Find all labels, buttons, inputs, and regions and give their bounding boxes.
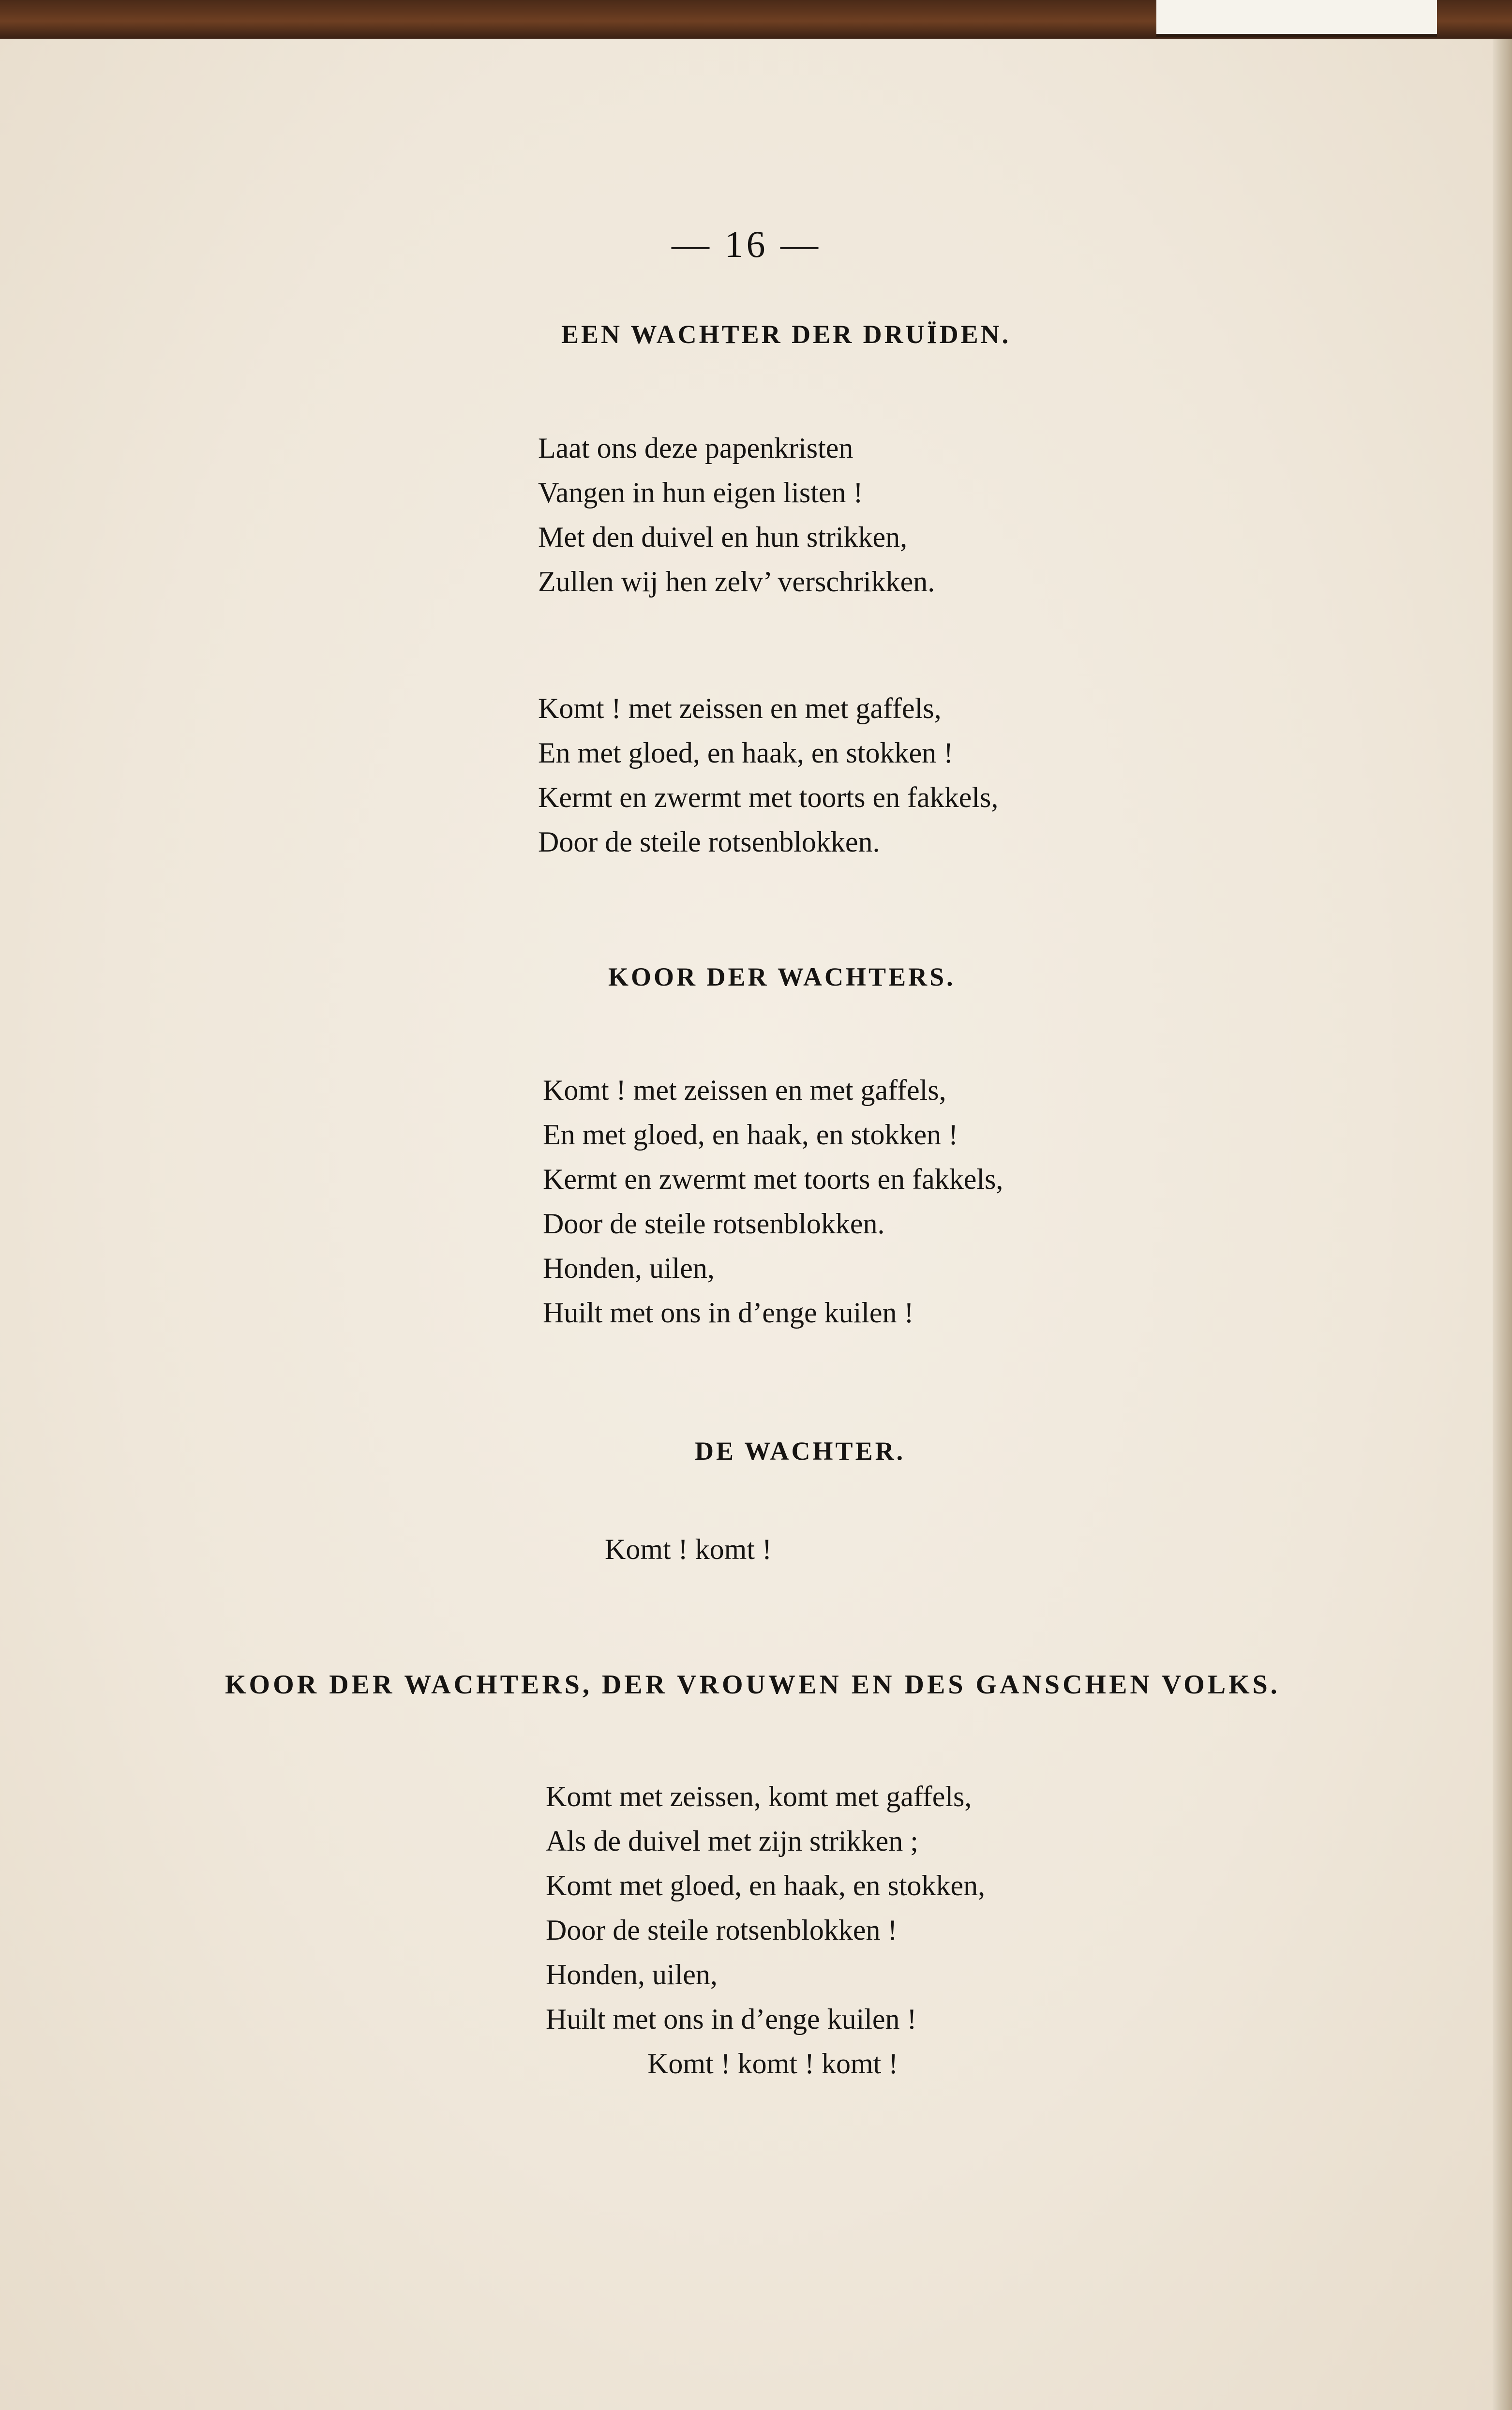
verse-line: Huilt met ons in d’enge kuilen ! xyxy=(543,1297,914,1329)
paper-strip xyxy=(1156,0,1437,37)
page-edge-shadow xyxy=(1493,39,1512,2410)
verse-line: Huilt met ons in d’enge kuilen ! xyxy=(546,2003,917,2035)
verse-line: Kermt en zwermt met toorts en fakkels, xyxy=(538,781,999,813)
verse-line: Als de duivel met zijn strikken ; xyxy=(546,1825,918,1857)
stanza-3 xyxy=(543,1068,1003,1335)
verse-line: En met gloed, en haak, en stokken ! xyxy=(543,1119,958,1151)
verse-line: Honden, uilen, xyxy=(543,1252,715,1284)
verse-line: Door de steile rotsenblokken ! xyxy=(546,1914,898,1946)
heading-de-wachter: DE WACHTER. xyxy=(695,1437,906,1466)
verse-line: Met den duivel en hun strikken, xyxy=(538,521,908,553)
verse-line: Komt met gloed, en haak, en stokken, xyxy=(546,1870,986,1901)
heading-een-wachter-der-druiden: EEN WACHTER DER DRUÏDEN. xyxy=(561,320,1011,349)
verse-line: Kermt en zwermt met toorts en fakkels, xyxy=(543,1163,1003,1195)
verse-line: Door de steile rotsenblokken. xyxy=(543,1208,885,1240)
verse-line: Door de steile rotsenblokken. xyxy=(538,826,880,858)
verse-line: Komt met zeissen, komt met gaffels, xyxy=(546,1781,972,1812)
verse-line: Laat ons deze papenkristen xyxy=(538,432,853,464)
verse-line: Komt ! met zeissen en met gaffels, xyxy=(538,692,942,724)
line-komt-komt: Komt ! komt ! xyxy=(605,1533,772,1565)
stanza-2 xyxy=(538,686,998,864)
verse-line: Honden, uilen, xyxy=(546,1959,718,1991)
heading-koor-der-wachters-vrouwen-volks: KOOR DER WACHTERS, DER VROUWEN EN DES GANSCHEN VOLKS. xyxy=(225,1670,1280,1700)
verse-line-final: Komt ! komt ! komt ! xyxy=(647,2048,898,2080)
stanza-1 xyxy=(538,426,935,604)
page-number: — 16 — xyxy=(672,223,821,265)
stanza-4 xyxy=(546,1774,985,2086)
heading-koor-der-wachters: KOOR DER WACHTERS. xyxy=(608,962,956,991)
verse-line: Komt ! met zeissen en met gaffels, xyxy=(543,1074,946,1106)
book-page xyxy=(0,39,1493,2410)
verse-line: Vangen in hun eigen listen ! xyxy=(538,477,863,509)
verse-line: Zullen wij hen zelv’ verschrikken. xyxy=(538,566,935,598)
verse-line: En met gloed, en haak, en stokken ! xyxy=(538,737,954,769)
